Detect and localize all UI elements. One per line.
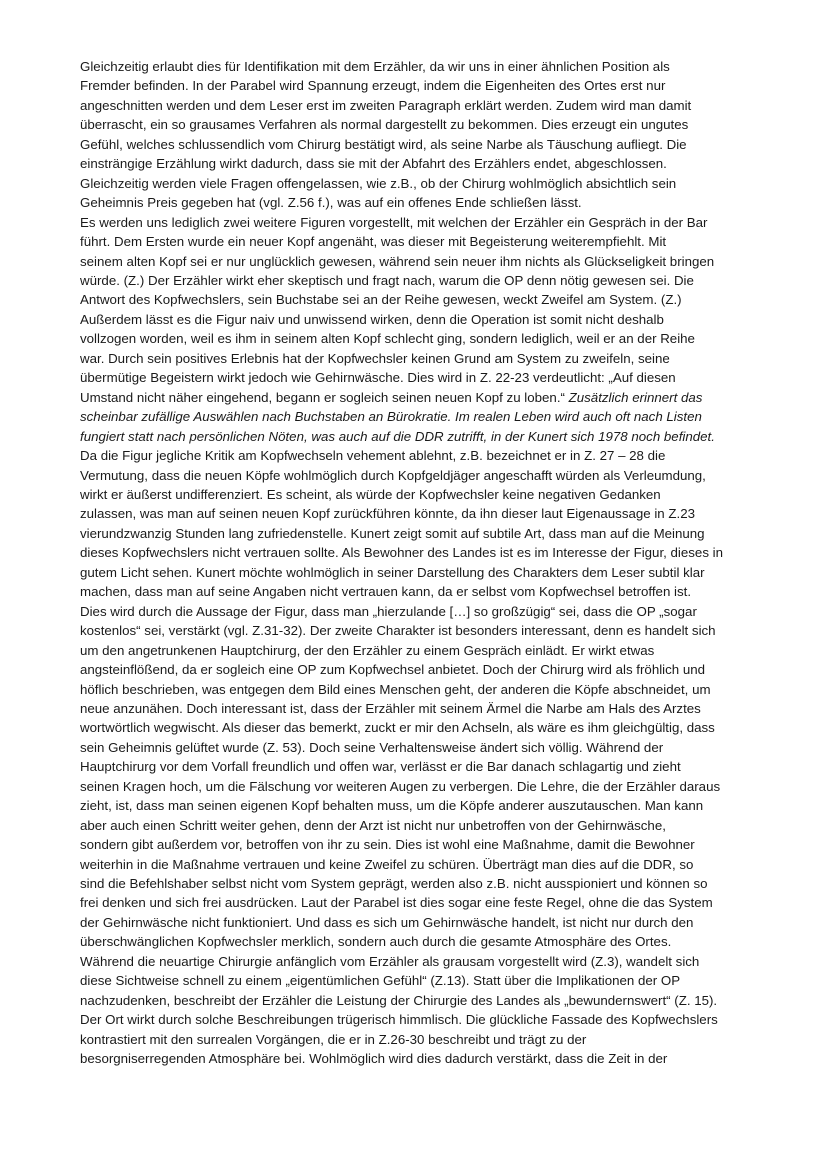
text-segment: wortwörtlich wegwischt. Als dieser das bemerkt, zuckt er mir den Achseln, als wäre es ihm gleichgültig, dass bbox=[80, 720, 715, 736]
text-line bbox=[80, 1030, 760, 1049]
text-segment: angeschnitten werden und dem Leser erst im zweiten Paragraph erklärt werden. Zudem wird man damit bbox=[80, 97, 692, 113]
text-segment: dieses Kopfwechslers nicht vertrauen sollte. Als Bewohner des Landes ist es im Interesse der Figur, dieses in bbox=[80, 545, 724, 561]
text-segment: kostenlos“ sei, verstärkt (vgl. Z.31-32). Der zweite Charakter ist besonders interessant, denn es handelt sich bbox=[80, 623, 716, 639]
text-line bbox=[80, 660, 760, 679]
text-line bbox=[80, 835, 760, 854]
text-segment: frei denken und sich frei ausdrücken. Laut der Parabel ist dies sogar eine feste Regel, ohne die das System bbox=[80, 895, 713, 911]
text-line bbox=[80, 213, 760, 232]
text-segment: Fremder befinden. In der Parabel wird Spannung erzeugt, indem die Eigenheiten des Ortes erst nur bbox=[80, 78, 666, 94]
text-line bbox=[80, 271, 760, 290]
text-segment: Da die Figur jegliche Kritik am Kopfwechseln vehement ablehnt, z.B. bezeichnet er in Z. 27 – 28 die bbox=[80, 448, 666, 464]
text-segment: wirkt er äußerst undifferenziert. Es scheint, als würde der Kopfwechsler keine negativen Gedanken bbox=[80, 486, 661, 502]
text-segment: diese Sichtweise schnell zu einem „eigentümlichen Gefühl“ (Z.13). Statt über die Implikationen der OP bbox=[80, 973, 681, 989]
italic-text-segment: fungiert statt nach persönlichen Nöten, was auch auf die DDR zutrifft, in der Kunert sich 1978 noch befindet. bbox=[80, 428, 715, 444]
text-line bbox=[80, 135, 760, 154]
text-segment: übermütige Begeistern wirkt jedoch wie Gehirnwäsche. Dies wird in Z. 22-23 verdeutlicht: „Auf diesen bbox=[80, 370, 676, 386]
text-line bbox=[80, 796, 760, 815]
text-segment: vierundzwanzig Stunden lang zufriedenstelle. Kunert zeigt somit auf subtile Art, dass man auf die Meinung bbox=[80, 525, 705, 541]
text-line bbox=[80, 816, 760, 835]
text-segment: Hauptchirurg vor dem Vorfall freundlich und offen war, verlässt er die Bar danach schlagartig und zieht bbox=[80, 759, 681, 775]
text-line bbox=[80, 1049, 760, 1068]
text-line bbox=[80, 991, 760, 1010]
text-line bbox=[80, 368, 760, 387]
text-line bbox=[80, 913, 760, 932]
text-line bbox=[80, 641, 760, 660]
text-line bbox=[80, 893, 760, 912]
text-line bbox=[80, 115, 760, 134]
text-segment: führt. Dem Ersten wurde ein neuer Kopf angenäht, was dieser mit Begeisterung weiterempfiehlt. Mit bbox=[80, 234, 667, 250]
text-segment: angsteinflößend, da er sogleich eine OP zum Kopfwechsel anbietet. Doch der Chirurg wird als fröhlich und bbox=[80, 662, 706, 678]
text-segment: zulassen, was man auf seinen neuen Kopf zurückführen könnte, da ihn dieser laut Eigenaussage in Z.23 bbox=[80, 506, 696, 522]
text-segment: Vermutung, dass die neuen Köpfe wohlmöglich durch Kopfgeldjäger angeschafft würden als Verleumdung, bbox=[80, 467, 706, 483]
italic-text-segment: scheinbar zufällige Auswählen nach Buchstaben an Bürokratie. Im realen Leben wird auch oft nach Listen bbox=[80, 409, 702, 425]
text-line bbox=[80, 310, 760, 329]
text-segment: sind die Befehlshaber selbst nicht vom System geprägt, werden also z.B. nicht ausspioniert und können so bbox=[80, 876, 708, 892]
text-line bbox=[80, 855, 760, 874]
text-segment: Gleichzeitig werden viele Fragen offengelassen, wie z.B., ob der Chirurg wohlmöglich absichtlich sein bbox=[80, 175, 677, 191]
text-line bbox=[80, 738, 760, 757]
text-segment: Dies wird durch die Aussage der Figur, dass man „hierzulande […] so großzügig“ sei, dass die OP „sogar bbox=[80, 603, 697, 619]
text-segment: Antwort des Kopfwechslers, sein Buchstabe sei an der Reihe gewesen, weckt Zweifel am System. (Z.) bbox=[80, 292, 682, 308]
text-segment: besorgniserregenden Atmosphäre bei. Wohlmöglich wird dies dadurch verstärkt, dass die Zeit in der bbox=[80, 1051, 668, 1067]
text-line bbox=[80, 952, 760, 971]
text-segment: Geheimnis Preis gegeben hat (vgl. Z.56 f.), was auf ein offenes Ende schließen lässt. bbox=[80, 195, 582, 211]
text-line bbox=[80, 232, 760, 251]
text-segment: vollzogen worden, weil es ihm in seinem alten Kopf schlecht ging, sondern lediglich, weil er an der Reihe bbox=[80, 331, 695, 347]
text-line bbox=[80, 485, 760, 504]
text-line bbox=[80, 427, 760, 446]
text-line bbox=[80, 193, 760, 212]
document-page bbox=[80, 57, 760, 1069]
text-segment: sein Geheimnis gelüftet wurde (Z. 53). Doch seine Verhaltensweise ändert sich völlig. Während der bbox=[80, 739, 664, 755]
text-line bbox=[80, 290, 760, 309]
text-line bbox=[80, 543, 760, 562]
text-segment: seinem alten Kopf sei er nur unglücklich gewesen, während sein neuer ihm nichts als Glückseligkeit bringen bbox=[80, 253, 715, 269]
text-line bbox=[80, 76, 760, 95]
text-line bbox=[80, 388, 760, 407]
text-line bbox=[80, 563, 760, 582]
text-line bbox=[80, 466, 760, 485]
text-line bbox=[80, 602, 760, 621]
text-line bbox=[80, 680, 760, 699]
text-line bbox=[80, 582, 760, 601]
text-line bbox=[80, 252, 760, 271]
text-line bbox=[80, 1010, 760, 1029]
text-line bbox=[80, 524, 760, 543]
text-line bbox=[80, 971, 760, 990]
text-line bbox=[80, 174, 760, 193]
text-segment: Gleichzeitig erlaubt dies für Identifikation mit dem Erzähler, da wir uns in einer ähnlichen Position als bbox=[80, 59, 670, 74]
text-segment: zieht, ist, dass man seinen eigenen Kopf behalten muss, um die Köpfe anderer auszutauschen. Man kann bbox=[80, 798, 704, 814]
text-line bbox=[80, 699, 760, 718]
text-segment: gutem Licht sehen. Kunert möchte wohlmöglich in seiner Darstellung des Charakters dem Leser subtil klar bbox=[80, 564, 705, 580]
text-line bbox=[80, 407, 760, 426]
text-segment: würde. (Z.) Der Erzähler wirkt eher skeptisch und fragt nach, warum die OP denn nötig gewesen sei. Die bbox=[80, 272, 694, 288]
text-segment: überrascht, ein so grausames Verfahren als normal dargestellt zu bekommen. Dies erzeugt ein ungutes bbox=[80, 117, 689, 133]
text-line bbox=[80, 349, 760, 368]
text-segment: Außerdem lässt es die Figur naiv und unwissend wirken, denn die Operation ist somit nicht deshalb bbox=[80, 311, 664, 327]
text-segment: nachzudenken, beschreibt der Erzähler die Leistung der Chirurgie des Landes als „bewundernswert“ (Z. 15). bbox=[80, 992, 718, 1008]
text-segment: sondern gibt außerdem vor, betroffen von ihr zu sein. Dies ist wohl eine Maßnahme, damit die Bewohner bbox=[80, 837, 695, 853]
text-segment: weiterhin in die Maßnahme vertrauen und keine Zweifel zu schüren. Überträgt man dies auf die DDR, so bbox=[80, 856, 694, 872]
text-segment: Während die neuartige Chirurgie anfänglich vom Erzähler als grausam vorgestellt wird (Z.3), wandelt sich bbox=[80, 953, 700, 969]
text-segment: machen, dass man auf seine Angaben nicht vertrauen kann, da er selbst vom Kopfwechsel betroffen ist. bbox=[80, 584, 692, 600]
text-line bbox=[80, 621, 760, 640]
text-line bbox=[80, 504, 760, 523]
text-line bbox=[80, 874, 760, 893]
text-line bbox=[80, 932, 760, 951]
text-line bbox=[80, 718, 760, 737]
text-line bbox=[80, 154, 760, 173]
text-segment: Umstand nicht näher eingehend, begann er sogleich seinen neuen Kopf zu loben.“ bbox=[80, 389, 569, 405]
text-segment: Gefühl, welches schlussendlich vom Chirurg bestätigt wird, als seine Narbe als Täuschung aufliegt. Die bbox=[80, 136, 687, 152]
text-segment: seinen Kragen hoch, um die Fälschung vor weiteren Augen zu verbergen. Die Lehre, die der Erzähler daraus bbox=[80, 778, 721, 794]
text-segment: höflich beschrieben, was entgegen dem Bild eines Menschen geht, der anderen die Köpfe abschneidet, um bbox=[80, 681, 711, 697]
text-segment: neue anzunähen. Doch interessant ist, dass der Erzähler mit seinem Ärmel die Narbe am Hals des Arztes bbox=[80, 700, 701, 716]
text-segment: Es werden uns lediglich zwei weitere Figuren vorgestellt, mit welchen der Erzähler ein Gespräch in der Bar bbox=[80, 214, 708, 230]
text-line bbox=[80, 329, 760, 348]
italic-text-segment: Zusätzlich erinnert das bbox=[568, 389, 703, 405]
text-line bbox=[80, 57, 760, 76]
text-segment: um den angetrunkenen Hauptchirurg, der den Erzähler zu einem Gespräch einlädt. Er wirkt etwas bbox=[80, 642, 655, 658]
text-segment: Der Ort wirkt durch solche Beschreibungen trügerisch himmlisch. Die glückliche Fassade des Kopfwechslers bbox=[80, 1012, 718, 1028]
text-segment: überschwänglichen Kopfwechsler merklich, sondern auch durch die gesamte Atmosphäre des Ortes. bbox=[80, 934, 672, 950]
text-line bbox=[80, 777, 760, 796]
text-line bbox=[80, 96, 760, 115]
text-segment: aber auch einen Schritt weiter gehen, denn der Arzt ist nicht nur unbetroffen von der Gehirnwäsche, bbox=[80, 817, 666, 833]
text-segment: kontrastiert mit den surrealen Vorgängen, die er in Z.26-30 beschreibt und trägt zu der bbox=[80, 1031, 587, 1047]
text-segment: einsträngige Erzählung wirkt dadurch, dass sie mit der Abfahrt des Erzählers endet, abgeschlossen. bbox=[80, 156, 667, 172]
text-segment: war. Durch sein positives Erlebnis hat der Kopfwechsler keinen Grund am System zu zweifeln, seine bbox=[80, 350, 670, 366]
text-segment: der Gehirnwäsche nicht funktioniert. Und dass es sich um Gehirnwäsche handelt, ist nicht nur durch den bbox=[80, 914, 694, 930]
text-line bbox=[80, 757, 760, 776]
text-line bbox=[80, 446, 760, 465]
